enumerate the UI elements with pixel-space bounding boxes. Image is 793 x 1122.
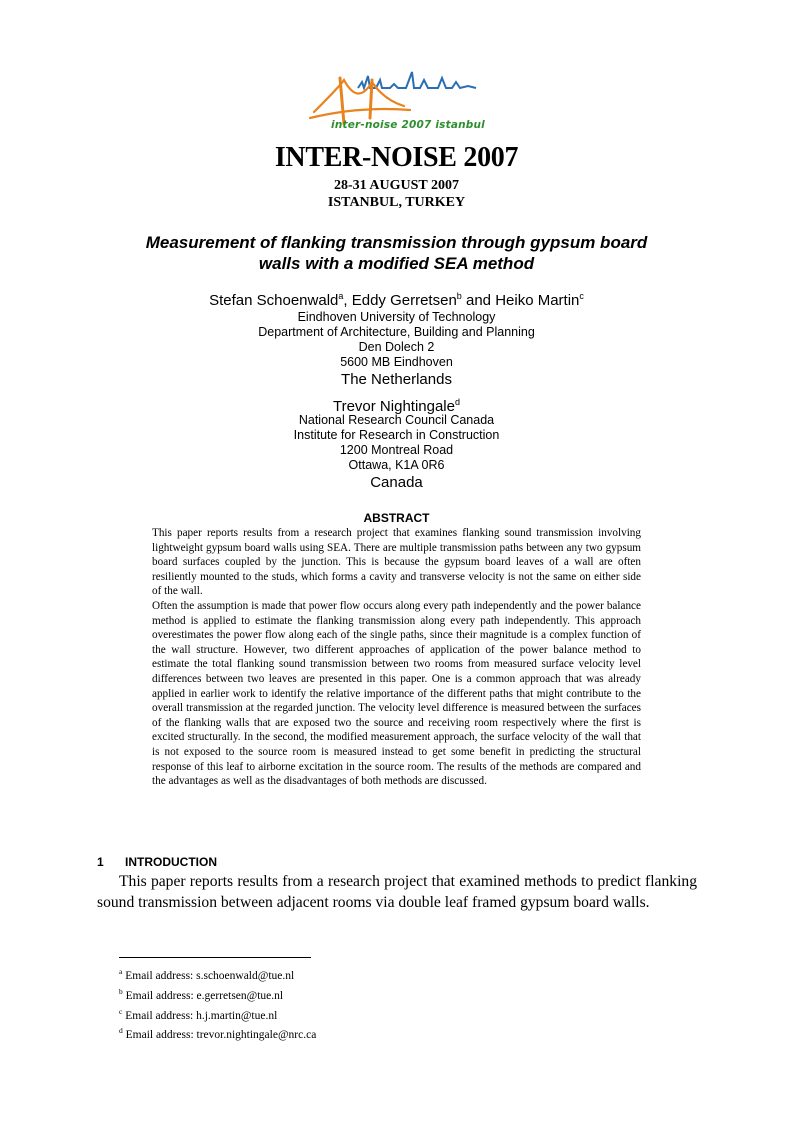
abstract-heading: ABSTRACT [363,511,430,525]
introduction-paragraph: This paper reports results from a research project that examined methods to predict flanking sound transmission between adjacent rooms via double leaf framed gypsum board walls. [97,873,697,911]
conference-place: ISTANBUL, TURKEY [327,195,466,210]
footnotes [119,964,519,1043]
footnote-mark: b [119,986,123,996]
affiliation-line: National Research Council Canada [298,413,495,427]
author-name: Eddy Gerretsen [351,292,457,309]
affiliation-1-country: The Netherlands [341,371,452,388]
footnote-text: Email address: s.schoenwald@tue.nl [122,969,295,982]
footnote-mark: d [119,1026,123,1036]
footnote [119,964,519,984]
affiliation-line: Den Dolech 2 [358,340,435,354]
footnote-mark: a [119,967,123,976]
conference-date: 28-31 AUGUST 2007 [334,178,459,193]
author-mark: b [456,291,462,301]
paper-title-line1: Measurement of flanking transmission through gypsum board [145,233,648,252]
footnote-divider [119,957,311,958]
logo-text: inter-noise 2007 istanbul [331,119,485,131]
abstract-paragraph: Often the assumption is made that power flow occurs along every path independently and the power balance method is applied to estimate the flanking transmission along every path independently. This approach overestimates the power flow along each of the single paths, since their magnitude is a complex function of the wall structure. However, two different approaches of application of the power balance method to estimate the total flanking sound transmission between two rooms from measured surface velocity level differences between two leaves are presented in this paper. One is a common approach that was already applied in earlier work to identify the relative importance of the different paths that might contribute to the overall transmission at the regarded junction. The velocity level difference is measured between the surfaces of the flanking walls that are exposed two the source and receiving room respectively where the first is excited structurally. In the second, the modified measurement approach, the surface velocity of the wall that is not exposed to the source room is measured instead to get some benefit in predicting the structural response of this leaf to airborne excitation in the source room. The results of the methods are compared and the advantages as well as the disadvantages of both methods are discussed. [152,599,641,788]
section-heading [97,855,217,869]
abstract-paragraph: This paper reports results from a research project that examines flanking sound transmission involving lightweight gypsum board walls using SEA. There are multiple transmission paths between any two gypsum board surfaces coupled by the junction. This is because the gypsum board leaves of a wall are often resiliently mounted to the studs, which forms a cavity and transverse velocity is not the same on either side of the wall. [152,527,641,598]
abstract-body [152,526,641,789]
author-separator: , [343,292,352,309]
footnote-text: Email address: e.gerretsen@tue.nl [122,989,284,1002]
footnote-text: Email address: trevor.nightingale@nrc.ca [122,1029,317,1042]
affiliation-2-country: Canada [370,474,423,491]
affiliation-line: Eindhoven University of Technology [297,310,496,324]
footnote-mark: c [119,1006,123,1016]
affiliation-1 [0,310,793,370]
section-title: INTRODUCTION [125,855,217,869]
conference-title: INTER-NOISE 2007 [274,142,519,173]
author-name: Stefan Schoenwald [209,292,339,309]
section-number: 1 [97,855,104,869]
author-mark: c [579,291,584,301]
affiliation-line: Institute for Research in Construction [293,428,500,442]
affiliation-line: Ottawa, K1A 0R6 [348,458,445,472]
footnote [119,1004,519,1024]
author-mark: a [338,291,344,301]
footnote [119,1023,519,1043]
footnote [119,984,519,1004]
footnote-text: Email address: h.j.martin@tue.nl [122,1009,278,1022]
affiliation-line: 1200 Montreal Road [339,443,454,457]
affiliation-line: Department of Architecture, Building and Planning [258,325,535,339]
affiliation-line: 5600 MB Eindhoven [340,355,453,369]
author-list [0,291,793,309]
author-separator: and [461,292,496,309]
author-mark: d [454,397,460,407]
paper-title [110,232,683,274]
author-name: Trevor Nightingale [332,398,455,415]
paper-title-line2: walls with a modified SEA method [258,254,535,273]
affiliation-2 [0,413,793,473]
author-name: Heiko Martin [495,292,580,309]
